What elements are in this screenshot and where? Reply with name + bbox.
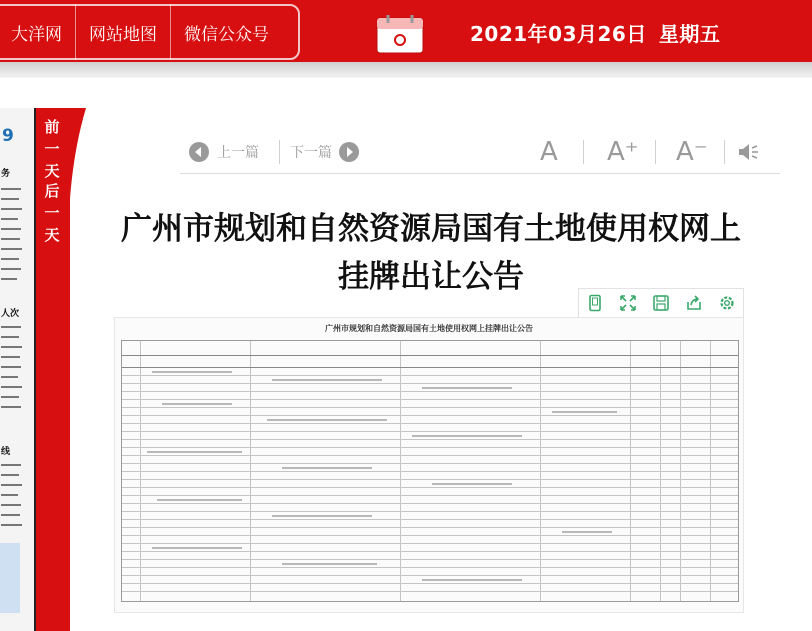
table-cell-text — [422, 579, 522, 581]
table-row-line — [122, 503, 738, 504]
arrow-left-icon — [188, 141, 210, 163]
save-icon[interactable] — [652, 294, 670, 312]
paper-text-line — [1, 278, 17, 280]
table-row-line — [122, 479, 738, 480]
paper-text-line — [1, 198, 19, 200]
font-smaller-button[interactable]: A⁻ — [676, 137, 708, 167]
table-row-line — [122, 519, 738, 520]
paper-text-line — [1, 494, 18, 496]
paper-text-line — [1, 218, 18, 220]
next-article-button[interactable] — [290, 138, 360, 166]
table-row-line — [122, 367, 738, 368]
table-cell-text — [267, 419, 387, 421]
toolbar-divider — [279, 140, 280, 164]
table-cell-text — [272, 515, 372, 517]
table-row-line — [122, 575, 738, 576]
table-row-line — [122, 455, 738, 456]
current-date — [470, 18, 720, 47]
weekday-label: 星期五 — [658, 22, 721, 46]
table-cell-text — [412, 435, 522, 437]
table-row-line — [122, 407, 738, 408]
paper-snippet: 务 — [1, 169, 11, 179]
paper-text-line — [1, 238, 20, 240]
article-title — [96, 205, 766, 301]
next-article-label: 下一篇 — [290, 145, 332, 161]
paper-text-line — [1, 188, 21, 190]
prev-article-label: 上一篇 — [217, 145, 259, 161]
table-row-line — [122, 415, 738, 416]
paper-snippet: 线 — [1, 447, 11, 457]
table-row-line — [122, 399, 738, 400]
table-image-title: 广州市规划和自然资源局国有土地使用权网上挂牌出让公告 — [325, 323, 533, 333]
announcement-table — [121, 340, 739, 602]
paper-text-line — [1, 346, 22, 348]
paper-text-line — [1, 514, 20, 516]
table-cell-text — [152, 371, 232, 373]
paper-text-line — [1, 356, 20, 358]
prev-article-button[interactable] — [188, 138, 259, 166]
table-row-line — [122, 355, 738, 356]
arrow-right-icon — [338, 141, 360, 163]
speaker-icon[interactable] — [737, 141, 761, 163]
table-row-line — [122, 423, 738, 424]
paper-text-line — [1, 464, 21, 466]
nav-sitemap-link[interactable]: 网站地图 — [76, 4, 171, 60]
paper-text-line — [1, 248, 22, 250]
paper-blue-block — [0, 543, 20, 613]
table-row-line — [122, 559, 738, 560]
table-row-line — [122, 567, 738, 568]
paper-text-line — [1, 228, 21, 230]
top-nav — [0, 4, 300, 60]
toolbar-divider — [583, 140, 584, 164]
table-row-line — [122, 439, 738, 440]
table-cell-text — [157, 499, 242, 501]
paper-text-line — [1, 208, 22, 210]
settings-icon[interactable] — [718, 294, 736, 312]
table-row-line — [122, 383, 738, 384]
calendar-icon[interactable] — [376, 14, 424, 54]
paper-text-line — [1, 268, 21, 270]
expand-icon[interactable] — [619, 294, 637, 312]
table-cell-text — [562, 531, 612, 533]
table-row-line — [122, 527, 738, 528]
paper-page-number: 9 — [2, 126, 14, 146]
table-cell-text — [432, 483, 512, 485]
table-row-line — [122, 431, 738, 432]
paper-text-line — [1, 484, 22, 486]
table-cell-text — [272, 379, 382, 381]
table-cell-text — [552, 411, 617, 413]
newspaper-page-thumbnail[interactable] — [0, 108, 36, 631]
table-row-line — [122, 511, 738, 512]
table-cell-text — [152, 547, 242, 549]
date-label: 2021年03月26日 — [470, 22, 647, 46]
paper-text-line — [1, 524, 22, 526]
table-cell-text — [147, 451, 242, 453]
table-row-line — [122, 535, 738, 536]
article-title-line1: 广州市规划和自然资源局国有土地使用权网上 — [121, 211, 741, 247]
paper-text-line — [1, 396, 19, 398]
announcement-table-image[interactable] — [114, 317, 744, 613]
paper-text-line — [1, 376, 18, 378]
prev-day-link[interactable]: 前 一 天 — [44, 118, 60, 180]
paper-text-line — [1, 258, 19, 260]
phone-icon[interactable] — [586, 294, 604, 312]
table-row-line — [122, 463, 738, 464]
paper-text-line — [1, 504, 21, 506]
toolbar-divider — [655, 140, 656, 164]
table-cell-text — [282, 563, 377, 565]
share-icon[interactable] — [685, 294, 703, 312]
table-row-line — [122, 591, 738, 592]
table-cell-text — [162, 403, 232, 405]
table-row-line — [122, 447, 738, 448]
paper-text-line — [1, 326, 21, 328]
paper-text-line — [1, 386, 22, 388]
table-row-line — [122, 543, 738, 544]
paper-text-line — [1, 474, 19, 476]
top-bar — [0, 0, 812, 62]
nav-dayoo-link[interactable]: 大洋网 — [0, 4, 76, 60]
header-shadow — [0, 62, 812, 78]
nav-wechat-link[interactable]: 微信公众号 — [184, 24, 269, 45]
image-toolbar — [578, 288, 744, 318]
table-cell-text — [282, 467, 372, 469]
paper-text-line — [1, 366, 21, 368]
paper-text-line — [1, 336, 19, 338]
paper-snippet: 人次 — [1, 309, 20, 319]
font-larger-button[interactable]: A⁺ — [607, 137, 639, 167]
table-row-line — [122, 583, 738, 584]
table-row-line — [122, 471, 738, 472]
table-row-line — [122, 487, 738, 488]
paper-text-line — [1, 406, 21, 408]
table-row-line — [122, 391, 738, 392]
font-default-button[interactable]: A — [540, 137, 558, 167]
table-row-line — [122, 495, 738, 496]
toolbar-divider — [724, 140, 725, 164]
article-toolbar — [180, 130, 780, 174]
table-row-line — [122, 551, 738, 552]
table-row-line — [122, 375, 738, 376]
table-cell-text — [422, 387, 512, 389]
next-day-link[interactable]: 后 一 天 — [44, 182, 60, 244]
article-title-line2: 挂牌出让公告 — [338, 259, 524, 295]
